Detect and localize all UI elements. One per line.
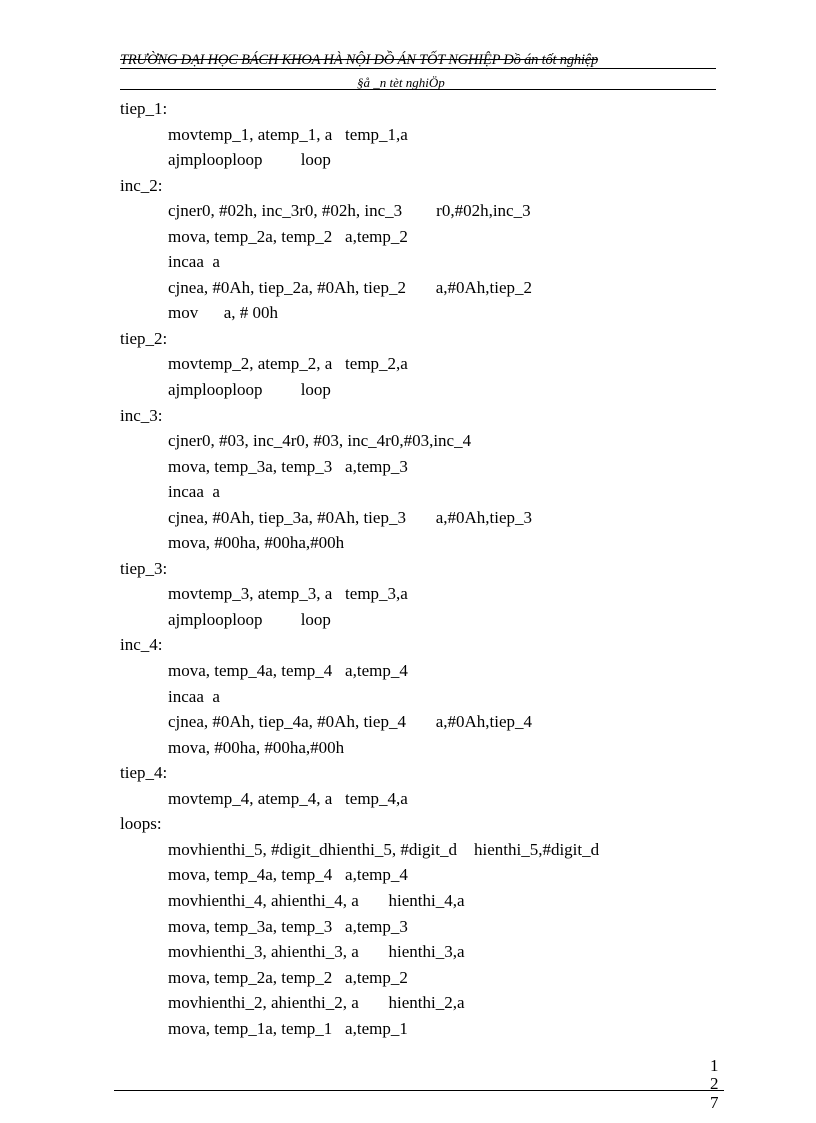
code-label: tiep_4: bbox=[120, 763, 168, 783]
code-line: cjner0, #02h, inc_3r0, #02h, inc_3 r0,#02h,inc_3 bbox=[168, 201, 531, 221]
code-line: movhienthi_5, #digit_dhienthi_5, #digit_d hienthi_5,#digit_d bbox=[168, 839, 600, 859]
code-line: ajmplooploop loop bbox=[168, 150, 331, 170]
code-label: tiep_2: bbox=[120, 328, 168, 348]
code-line: movtemp_4, atemp_4, a temp_4,a bbox=[168, 788, 408, 808]
code-line: incaa a bbox=[168, 686, 220, 706]
code-line: movtemp_3, atemp_3, a temp_3,a bbox=[168, 584, 408, 604]
code-label: loops: bbox=[120, 814, 162, 834]
code-line: movhienthi_4, ahienthi_4, a hienthi_4,a bbox=[168, 890, 465, 910]
code-line: movtemp_2, atemp_2, a temp_2,a bbox=[168, 354, 408, 374]
code-line: movtemp_1, atemp_1, a temp_1,a bbox=[168, 124, 408, 144]
code-label: tiep_1: bbox=[120, 99, 168, 118]
page-header-title: TRƯỜNG ĐẠI HỌC BÁCH KHOA HÀ NỘI ĐỒ ÁN TỐT NGHIỆP Đồ án tốt nghiệp bbox=[120, 52, 599, 68]
code-line: mova, temp_3a, temp_3 a,temp_3 bbox=[168, 916, 408, 936]
code-line: mova, temp_3a, temp_3 a,temp_3 bbox=[168, 456, 408, 476]
page-number-digit-2: 2 bbox=[710, 1074, 719, 1093]
code-line: incaa a bbox=[168, 252, 220, 272]
code-label: inc_2: bbox=[120, 175, 163, 195]
page-number-digit-3: 7 bbox=[710, 1093, 719, 1112]
code-line: mova, temp_4a, temp_4 a,temp_4 bbox=[168, 865, 408, 885]
code-label: tiep_3: bbox=[120, 558, 168, 578]
page-number-digit-1: 1 bbox=[710, 1056, 719, 1075]
footer-rule bbox=[114, 1090, 724, 1091]
code-line: cjnea, #0Ah, tiep_3a, #0Ah, tiep_3 a,#0Ah,tiep_3 bbox=[168, 507, 533, 527]
code-line: mova, temp_4a, temp_4 a,temp_4 bbox=[168, 661, 408, 681]
code-line: mova, temp_1a, temp_1 a,temp_1 bbox=[168, 1018, 408, 1038]
code-line: cjnea, #0Ah, tiep_4a, #0Ah, tiep_4 a,#0Ah,tiep_4 bbox=[168, 712, 533, 732]
code-label: inc_3: bbox=[120, 405, 163, 425]
header-rule bbox=[120, 68, 716, 69]
code-listing bbox=[120, 96, 599, 1041]
code-line: mova, #00ha, #00ha,#00h bbox=[168, 737, 345, 757]
page-header-subtitle: §å _n tèt nghiÖp bbox=[357, 75, 445, 90]
code-line: ajmplooploop loop bbox=[168, 609, 331, 629]
code-label: inc_4: bbox=[120, 635, 163, 655]
code-line: mov a, # 00h bbox=[168, 303, 279, 323]
code-line: cjnea, #0Ah, tiep_2a, #0Ah, tiep_2 a,#0Ah,tiep_2 bbox=[168, 277, 533, 297]
code-line: mova, temp_2a, temp_2 a,temp_2 bbox=[168, 226, 408, 246]
code-line: ajmplooploop loop bbox=[168, 380, 331, 400]
code-line: movhienthi_3, ahienthi_3, a hienthi_3,a bbox=[168, 942, 465, 962]
code-line: cjner0, #03, inc_4r0, #03, inc_4r0,#03,inc_4 bbox=[168, 431, 472, 451]
header-rule-secondary bbox=[120, 89, 716, 90]
code-line: movhienthi_2, ahienthi_2, a hienthi_2,a bbox=[168, 993, 465, 1013]
code-line: mova, temp_2a, temp_2 a,temp_2 bbox=[168, 967, 408, 987]
code-line: incaa a bbox=[168, 482, 220, 502]
code-line: mova, #00ha, #00ha,#00h bbox=[168, 533, 345, 553]
